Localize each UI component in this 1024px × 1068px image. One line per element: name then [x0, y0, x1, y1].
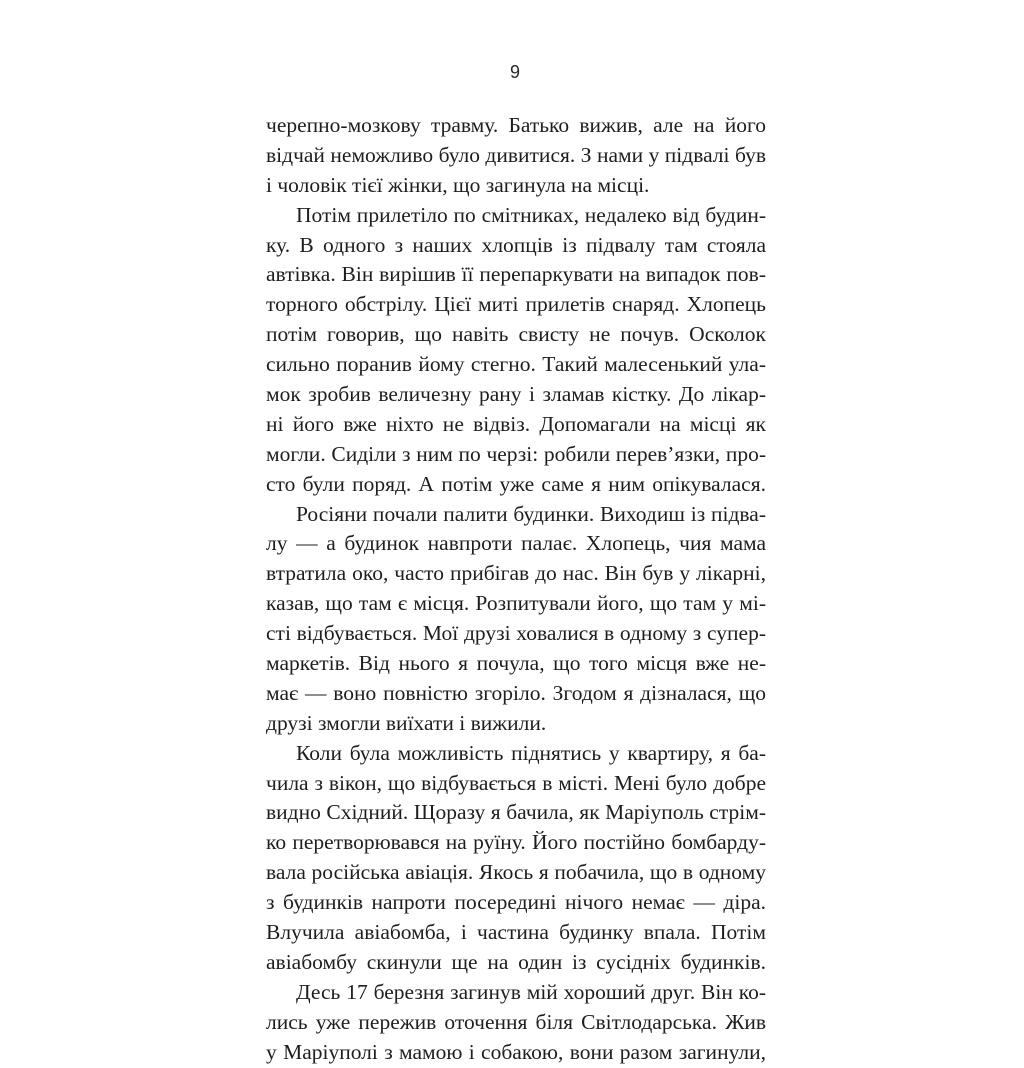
- text-line: сильно поранив йому стегно. Такий малесенький ула-: [266, 352, 766, 377]
- paragraph: [266, 201, 766, 500]
- text-line: черепно-мозкову травму. Батько вижив, але на його: [266, 113, 766, 137]
- text-line: маркетів. Від нього я почула, що того місця вже не-: [266, 651, 766, 676]
- text-line: друзі змогли виїхати і вижили.: [266, 710, 547, 735]
- paragraph: [266, 978, 766, 1068]
- text-line: Росіяни почали палити будинки. Виходиш із підва-: [296, 501, 766, 526]
- text-line: сті відбувається. Мої друзі ховалися в одному з супер-: [266, 621, 766, 646]
- text-line: торного обстрілу. Цієї миті прилетів снаряд. Хлопець: [266, 292, 766, 317]
- text-line: має — воно повністю згоріло. Згодом я дізналася, що: [266, 680, 766, 705]
- page-number: 9: [509, 62, 520, 82]
- text-line: видно Східний. Щоразу я бачила, як Маріуполь стрім-: [266, 800, 766, 825]
- text-line: ко перетворювався на руїну. Його постійно бомбарду-: [266, 830, 766, 855]
- text-line: мок зробив величезну рану і зламав кістку. До лікар-: [266, 382, 766, 407]
- paragraph: [266, 500, 766, 739]
- text-line: сто були поряд. А потім уже саме я ним опікувалася.: [266, 471, 766, 496]
- text-line: авіабомбу скинули ще на один із сусідніх будинків.: [266, 949, 766, 974]
- text-line: ку. В одного з наших хлопців із підвалу там стояла: [266, 232, 766, 257]
- text-line: Потім прилетіло по смітниках, недалеко від будин-: [296, 202, 766, 227]
- text-line: чила з вікон, що відбувається в місті. Мені було добре: [266, 770, 766, 795]
- text-line: автівка. Він вирішив її перепаркувати на випадок пов-: [266, 262, 766, 287]
- text-line: лись уже пережив оточення біля Світлодарська. Жив: [266, 1009, 766, 1034]
- paragraph: [266, 739, 766, 978]
- text-line: з будинків напроти посередині нічого немає — діра.: [266, 890, 766, 915]
- text-line: Коли була можливість піднятись у квартиру, я ба-: [296, 740, 766, 765]
- text-line: і чоловік тієї жінки, що загинула на місці.: [266, 172, 650, 197]
- text-line: у Маріуполі з мамою і собакою, вони разом загинули,: [266, 1039, 766, 1064]
- text-line: казав, що там є місця. Розпитували його, що там у мі-: [266, 591, 766, 616]
- text-line: Десь 17 березня загинув мій хороший друг. Він ко-: [296, 979, 766, 1004]
- text-line: Влучила авіабомба, і частина будинку впала. Потім: [266, 920, 766, 945]
- text-line: лу — а будинок навпроти палає. Хлопець, чия мама: [266, 531, 766, 556]
- text-line: відчай неможливо було дивитися. З нами у підвалі був: [266, 142, 766, 167]
- text-line: могли. Сиділи з ним по черзі: робили перев’язки, про-: [266, 441, 766, 466]
- text-line: ні його вже ніхто не відвіз. Допомагали на місці як: [266, 411, 766, 436]
- text-line: вала російська авіація. Якось я побачила, що в одному: [266, 860, 766, 885]
- paragraph: [266, 111, 766, 201]
- body-text: [266, 111, 766, 1068]
- text-line: втратила око, часто прибігав до нас. Він був у лікарні,: [266, 561, 766, 586]
- text-line: потім говорив, що навіть свисту не почув. Осколок: [266, 322, 766, 347]
